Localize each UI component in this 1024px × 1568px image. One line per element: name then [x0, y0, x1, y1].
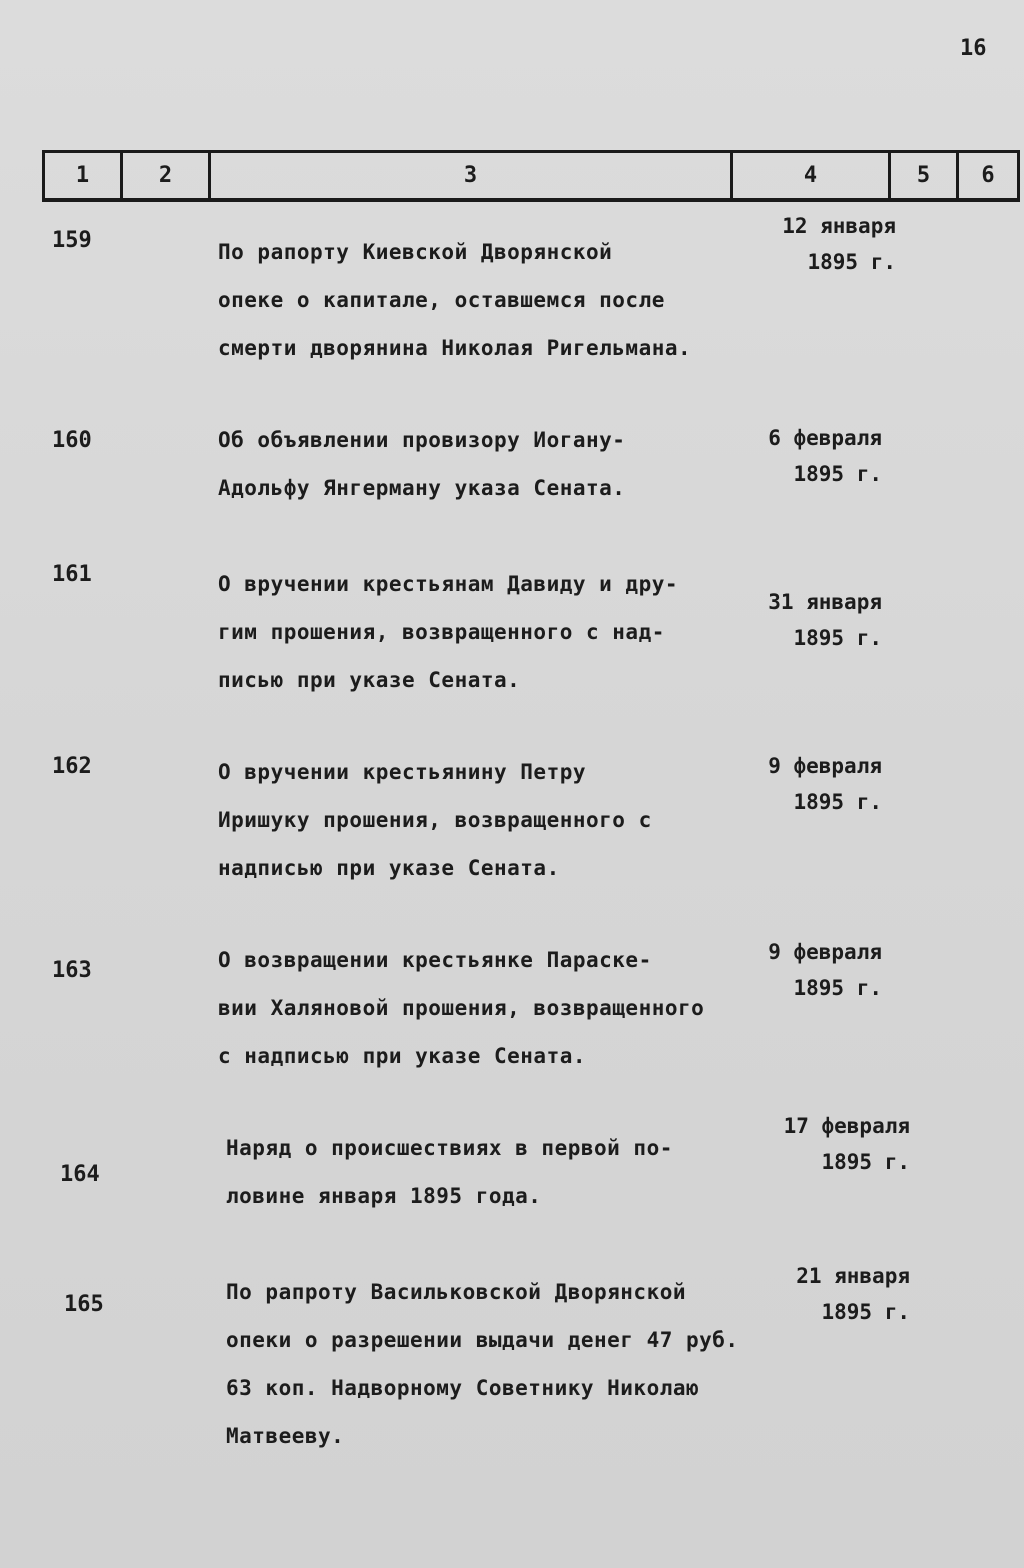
- entry-date-day: 31 января: [768, 590, 882, 614]
- entry-number: 163: [52, 958, 92, 983]
- entry-date: [712, 934, 882, 1006]
- column-header-4: 4: [730, 153, 888, 198]
- entry-text: О вручении крестьянам Давиду и дру- гим прошения, возвращенного с над- писью при указе Сената.: [218, 572, 679, 692]
- column-header-6: 6: [956, 153, 1020, 198]
- entry-number: 165: [64, 1292, 104, 1317]
- entry-date-day: 6 февраля: [768, 426, 882, 450]
- entry-number: 161: [52, 562, 92, 587]
- entry-text: О возвращении крестьянке Параске- вии Халяновой прошения, возвращенного с надписью при указе Сената.: [218, 948, 705, 1068]
- entry-date-year: 1895 г.: [821, 1150, 910, 1174]
- entry-date-year: 1895 г.: [793, 462, 882, 486]
- entry-date: [740, 1108, 910, 1180]
- entry-date: [712, 748, 882, 820]
- entry-number: 162: [52, 754, 92, 779]
- entry-text: О вручении крестьянину Петру Иришуку прошения, возвращенного с надписью при указе Сената.: [218, 760, 652, 880]
- entry-date-day: 21 января: [796, 1264, 910, 1288]
- column-header-3: 3: [208, 153, 730, 198]
- entry-date-year: 1895 г.: [793, 976, 882, 1000]
- entry-date: [712, 420, 882, 492]
- entry-date-day: 9 февраля: [768, 940, 882, 964]
- column-header-table: [42, 150, 1020, 202]
- column-header-5: 5: [888, 153, 956, 198]
- entry-number: 159: [52, 228, 92, 253]
- entry-text: Наряд о происшествиях в первой по- ловине января 1895 года.: [226, 1136, 673, 1208]
- entry-date-year: 1895 г.: [821, 1300, 910, 1324]
- entry-date-day: 12 января: [782, 214, 896, 238]
- entry-text: По рапорту Киевской Дворянской опеке о капитале, оставшемся после смерти дворянина Николая Ригельмана.: [218, 240, 692, 360]
- entry-text: Об объявлении провизору Иогану- Адольфу Янгерману указа Сената.: [218, 428, 626, 500]
- column-header-1: 1: [42, 153, 120, 198]
- entry-date: [726, 208, 896, 280]
- entry-date: [740, 1258, 910, 1330]
- entry-date-day: 9 февраля: [768, 754, 882, 778]
- page-number: 16: [960, 36, 987, 61]
- entry-date-year: 1895 г.: [793, 790, 882, 814]
- entry-number: 164: [60, 1162, 100, 1187]
- entry-number: 160: [52, 428, 92, 453]
- entry-date-day: 17 февраля: [783, 1114, 910, 1138]
- entry-text: По рапроту Васильковской Дворянской опеки о разрешении выдачи денег 47 руб. 63 коп. Надворному Советнику Николаю Матвееву.: [226, 1280, 739, 1448]
- entry-date-year: 1895 г.: [807, 250, 896, 274]
- column-header-2: 2: [120, 153, 208, 198]
- entry-date: [712, 584, 882, 656]
- entry-date-year: 1895 г.: [793, 626, 882, 650]
